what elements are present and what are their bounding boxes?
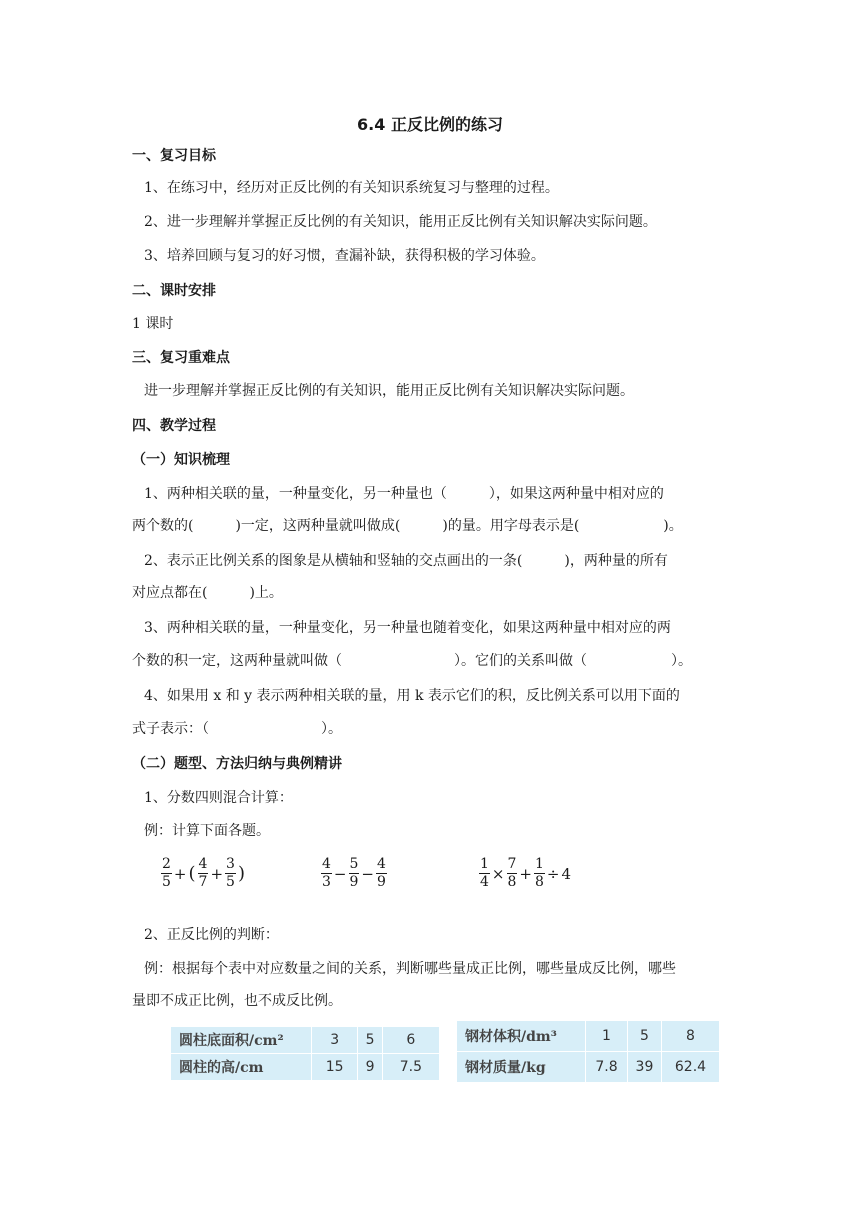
subheading-knowledge: （一）知识梳理 xyxy=(132,452,230,468)
expression-2: $\frac{4}{3}$ − $\frac{5}{9}$ − $\frac{4}{9}$ xyxy=(322,856,386,890)
expression-3: $\frac{1}{4}$ × $\frac{7}{8}$ + $\frac{1}{8}$ ÷ 4 xyxy=(480,856,572,890)
knowledge-line-8: 式子表示：（ ）。 xyxy=(132,721,342,737)
fraction: $\frac{1}{4}$ xyxy=(480,856,489,890)
question-2-line-2: 量即不成正比例，也不成反比例。 xyxy=(132,993,342,1009)
goal-item-3: 3、培养回顾与复习的好习惯，查漏补缺，获得积极的学习体验。 xyxy=(144,248,545,264)
question-2: 2、正反比例的判断： xyxy=(144,927,279,943)
goal-item-1: 1、在练习中，经历对正反比例的有关知识系统复习与整理的过程。 xyxy=(144,180,559,196)
knowledge-line-5: 3、两种相关联的量，一种量变化，另一种量也随着变化，如果这两种量中相对应的两 xyxy=(144,620,671,636)
question-2-line-1: 例：根据每个表中对应数量之间的关系，判断哪些量成正比例，哪些量成反比例，哪些 xyxy=(144,961,676,977)
heading-process: 四、教学过程 xyxy=(132,418,216,434)
table-row-label: 圆柱底面积/cm² xyxy=(171,1027,312,1054)
fraction: $\frac{2}{5}$ xyxy=(162,856,171,890)
knowledge-line-1: 1、两种相关联的量，一种量变化，另一种量也（ ），如果这两种量中相对应的 xyxy=(144,486,664,502)
knowledge-line-6: 个数的积一定，这两种量就叫做（ ）。它们的关系叫做（ ）。 xyxy=(132,653,692,669)
table-row-label: 圆柱的高/cm xyxy=(171,1054,312,1081)
knowledge-line-3: 2、表示正比例关系的图象是从横轴和竖轴的交点画出的一条( )，两种量的所有 xyxy=(144,553,668,569)
table-cell: 5 xyxy=(627,1021,661,1052)
fraction: $\frac{5}{9}$ xyxy=(349,856,359,890)
table-cell: 9 xyxy=(358,1054,382,1081)
knowledge-line-4: 对应点都在( )上。 xyxy=(132,585,283,601)
fraction: $\frac{3}{5}$ xyxy=(226,856,235,890)
key-points-text: 进一步理解并掌握正反比例的有关知识，能用正反比例有关知识解决实际问题。 xyxy=(144,383,634,399)
table-cell: 6 xyxy=(382,1027,439,1054)
table-cylinder xyxy=(170,1026,440,1081)
fraction: $\frac{4}{9}$ xyxy=(377,856,386,890)
table-row xyxy=(457,1021,720,1052)
schedule-text: 1 课时 xyxy=(132,316,174,332)
goal-item-2: 2、进一步理解并掌握正反比例的有关知识，能用正反比例有关知识解决实际问题。 xyxy=(144,214,657,230)
table-row-label: 钢材质量/kg xyxy=(457,1052,586,1083)
table-row-label: 钢材体积/dm³ xyxy=(457,1021,586,1052)
table-cell: 1 xyxy=(586,1021,628,1052)
table-cell: 3 xyxy=(312,1027,358,1054)
page-title: 6.4 正反比例的练习 xyxy=(357,115,503,134)
table-cell: 7.8 xyxy=(586,1052,628,1083)
question-1: 1、分数四则混合计算： xyxy=(144,790,293,806)
table-cell: 8 xyxy=(661,1021,719,1052)
table-row xyxy=(171,1054,440,1081)
fraction: $\frac{4}{3}$ xyxy=(322,856,331,890)
table-cell: 62.4 xyxy=(661,1052,719,1083)
fraction: $\frac{7}{8}$ xyxy=(507,856,517,890)
table-row xyxy=(171,1027,440,1054)
heading-schedule: 二、课时安排 xyxy=(132,283,216,299)
table-steel xyxy=(456,1020,720,1083)
knowledge-line-7: 4、如果用 x 和 y 表示两种相关联的量，用 k 表示它们的积，反比例关系可以用下面的 xyxy=(144,688,680,704)
table-cell: 5 xyxy=(358,1027,382,1054)
knowledge-line-2: 两个数的( )一定，这两种量就叫做成( )的量。用字母表示是( )。 xyxy=(132,518,683,534)
fraction: $\frac{1}{8}$ xyxy=(535,856,544,890)
fraction: $\frac{4}{7}$ xyxy=(198,856,208,890)
table-cell: 15 xyxy=(312,1054,358,1081)
expression-1: $\frac{2}{5}$ + ( $\frac{4}{7}$ + $\frac{3}{5}$ ) xyxy=(162,856,245,890)
table-cell: 7.5 xyxy=(382,1054,439,1081)
heading-review-goals: 一、复习目标 xyxy=(132,148,216,164)
table-cell: 39 xyxy=(627,1052,661,1083)
question-1-example: 例：计算下面各题。 xyxy=(144,823,270,839)
subheading-methods: （二）题型、方法归纳与典例精讲 xyxy=(132,756,342,772)
table-row xyxy=(457,1052,720,1083)
heading-key-points: 三、复习重难点 xyxy=(132,350,230,366)
